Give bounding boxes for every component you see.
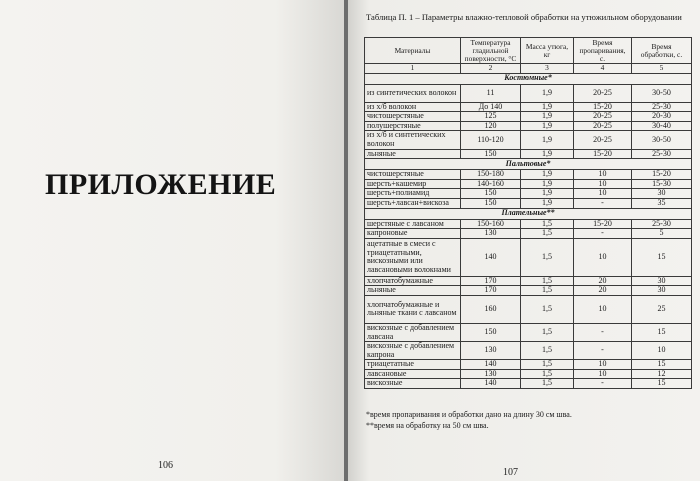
value-cell: 1,9 [521, 189, 574, 199]
table-row [365, 149, 692, 159]
column-number-row [365, 64, 692, 74]
value-cell: 10 [574, 189, 632, 199]
value-cell: 1,9 [521, 131, 574, 149]
value-cell: 140 [461, 360, 521, 370]
value-cell: 1,5 [521, 276, 574, 286]
value-cell: 15-20 [574, 102, 632, 112]
value-cell: 25-30 [632, 102, 692, 112]
footnotes [366, 409, 572, 431]
table-row [365, 131, 692, 149]
value-cell: 30-40 [632, 121, 692, 131]
material-cell: чистошерстяные [365, 112, 461, 122]
value-cell: 20 [574, 276, 632, 286]
value-cell: 1,5 [521, 229, 574, 239]
table-row [365, 189, 692, 199]
value-cell: 12 [632, 369, 692, 379]
material-cell: льняные [365, 286, 461, 296]
material-cell: из синтетических волокон [365, 84, 461, 102]
value-cell: 110-120 [461, 131, 521, 149]
material-cell: вискозные с добавлением капрона [365, 342, 461, 360]
table-row [365, 369, 692, 379]
value-cell: 15-20 [574, 149, 632, 159]
value-cell: 1,9 [521, 198, 574, 208]
value-cell: 1,5 [521, 238, 574, 276]
section-row [365, 73, 692, 84]
value-cell: 10 [574, 295, 632, 323]
material-cell: ацетатные в смеси с триацетатными, вискозными или лавсановыми волокнами [365, 238, 461, 276]
header-steaming-time: Время пропаривания, с. [574, 38, 632, 64]
column-number: 4 [574, 64, 632, 74]
material-cell: хлопчатобумажные и льняные ткани с лавсаном [365, 295, 461, 323]
value-cell: 30 [632, 189, 692, 199]
material-cell: капроновые [365, 229, 461, 239]
table-row [365, 342, 692, 360]
value-cell: 30-50 [632, 84, 692, 102]
value-cell: 160 [461, 295, 521, 323]
value-cell: 140 [461, 379, 521, 389]
material-cell: шерсть+лавсан+вискоза [365, 198, 461, 208]
value-cell: 11 [461, 84, 521, 102]
value-cell: 1,5 [521, 219, 574, 229]
table-body [365, 73, 692, 388]
value-cell: 130 [461, 229, 521, 239]
material-cell: вискозные с добавлением лавсана [365, 323, 461, 341]
value-cell: 130 [461, 369, 521, 379]
value-cell: - [574, 342, 632, 360]
right-page [348, 0, 700, 481]
value-cell: 20 [574, 286, 632, 296]
value-cell: 1,5 [521, 323, 574, 341]
value-cell: 10 [574, 170, 632, 180]
value-cell: 1,5 [521, 286, 574, 296]
value-cell: 20-25 [574, 131, 632, 149]
material-cell: из х/б и синтетических волокон [365, 131, 461, 149]
value-cell: 1,5 [521, 360, 574, 370]
value-cell: 15 [632, 379, 692, 389]
value-cell: - [574, 198, 632, 208]
material-cell: хлопчатобумажные [365, 276, 461, 286]
value-cell: 140-160 [461, 179, 521, 189]
table-row [365, 323, 692, 341]
table-row [365, 219, 692, 229]
table-row [365, 112, 692, 122]
header-processing-time: Время обработки, с. [632, 38, 692, 64]
value-cell: 1,5 [521, 342, 574, 360]
value-cell: 20-25 [574, 112, 632, 122]
table-row [365, 170, 692, 180]
footnote: **время на обработку на 50 см шва. [366, 421, 489, 430]
value-cell: 1,5 [521, 369, 574, 379]
section-title: Пальтовые* [365, 159, 692, 170]
section-row [365, 159, 692, 170]
table-row [365, 295, 692, 323]
header-temperature: Температура гладильной поверхности, °С [461, 38, 521, 64]
value-cell: 15 [632, 360, 692, 370]
header-iron-mass: Масса утюга, кг [521, 38, 574, 64]
material-cell: лавсановые [365, 369, 461, 379]
material-cell: триацетатные [365, 360, 461, 370]
value-cell: 15 [632, 323, 692, 341]
value-cell: 30 [632, 286, 692, 296]
value-cell: 20-25 [574, 84, 632, 102]
value-cell: 5 [632, 229, 692, 239]
value-cell: 25-30 [632, 219, 692, 229]
value-cell: 130 [461, 342, 521, 360]
table-row [365, 84, 692, 102]
material-cell: полушерстяные [365, 121, 461, 131]
appendix-heading: ПРИЛОЖЕНИЕ [45, 168, 277, 201]
section-title: Костюмные* [365, 73, 692, 84]
value-cell: - [574, 379, 632, 389]
material-cell: льняные [365, 149, 461, 159]
value-cell: 150 [461, 189, 521, 199]
page-number-left: 106 [158, 460, 173, 471]
table-row [365, 360, 692, 370]
table-row [365, 229, 692, 239]
table-row [365, 379, 692, 389]
value-cell: 150-160 [461, 219, 521, 229]
value-cell: 150 [461, 149, 521, 159]
value-cell: 20-30 [632, 112, 692, 122]
value-cell: 30-50 [632, 131, 692, 149]
header-materials: Материалы [365, 38, 461, 64]
value-cell: 10 [632, 342, 692, 360]
left-page [0, 0, 344, 481]
page-number-right: 107 [503, 467, 518, 478]
value-cell: 1,9 [521, 121, 574, 131]
column-number: 3 [521, 64, 574, 74]
material-cell: шерстяные с лавсаном [365, 219, 461, 229]
value-cell: 1,9 [521, 112, 574, 122]
table-row [365, 276, 692, 286]
value-cell: 15-20 [632, 170, 692, 180]
value-cell: 30 [632, 276, 692, 286]
table-row [365, 286, 692, 296]
value-cell: 15-20 [574, 219, 632, 229]
material-cell: из х/б волокон [365, 102, 461, 112]
value-cell: 10 [574, 179, 632, 189]
table-caption: Таблица П. 1 – Параметры влажно-тепловой обработки на утюжильном оборудовании [366, 12, 682, 22]
footnote: *время пропаривания и обработки дано на длину 30 см шва. [366, 410, 572, 419]
value-cell: 150 [461, 198, 521, 208]
column-number: 5 [632, 64, 692, 74]
value-cell: 140 [461, 238, 521, 276]
value-cell: 1,9 [521, 170, 574, 180]
value-cell: 1,9 [521, 102, 574, 112]
value-cell: 150-180 [461, 170, 521, 180]
value-cell: 35 [632, 198, 692, 208]
value-cell: 10 [574, 360, 632, 370]
table-row [365, 238, 692, 276]
value-cell: 15 [632, 238, 692, 276]
section-title: Плательные** [365, 208, 692, 219]
value-cell: 1,5 [521, 379, 574, 389]
value-cell: 170 [461, 286, 521, 296]
value-cell: 1,5 [521, 295, 574, 323]
value-cell: До 140 [461, 102, 521, 112]
value-cell: 1,9 [521, 84, 574, 102]
value-cell: 20-25 [574, 121, 632, 131]
value-cell: - [574, 323, 632, 341]
value-cell: 10 [574, 238, 632, 276]
section-row [365, 208, 692, 219]
value-cell: 125 [461, 112, 521, 122]
value-cell: 1,9 [521, 149, 574, 159]
value-cell: 15-30 [632, 179, 692, 189]
value-cell: - [574, 229, 632, 239]
material-cell: чистошерстяные [365, 170, 461, 180]
value-cell: 25-30 [632, 149, 692, 159]
material-cell: вискозные [365, 379, 461, 389]
parameters-table [364, 37, 692, 389]
value-cell: 1,9 [521, 179, 574, 189]
value-cell: 25 [632, 295, 692, 323]
value-cell: 150 [461, 323, 521, 341]
table-row [365, 198, 692, 208]
value-cell: 120 [461, 121, 521, 131]
table-header-row [365, 38, 692, 64]
material-cell: шерсть+кашемир [365, 179, 461, 189]
value-cell: 10 [574, 369, 632, 379]
column-number: 2 [461, 64, 521, 74]
material-cell: шерсть+полиамид [365, 189, 461, 199]
column-number: 1 [365, 64, 461, 74]
value-cell: 170 [461, 276, 521, 286]
